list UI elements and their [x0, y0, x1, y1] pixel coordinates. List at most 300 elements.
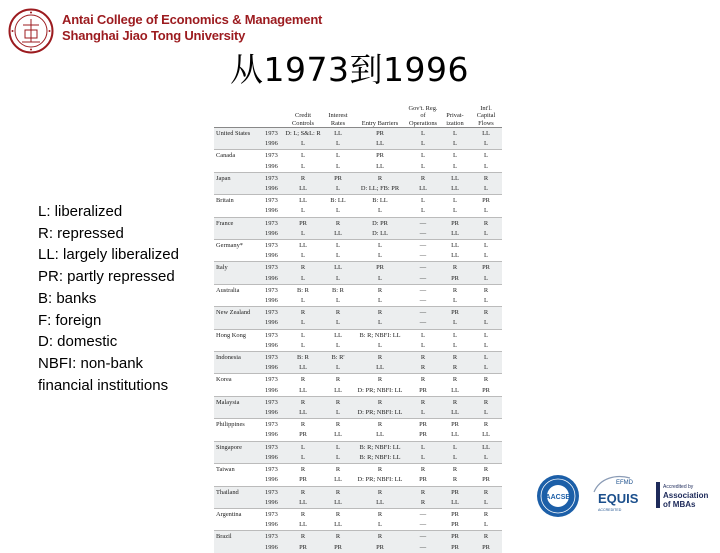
year-cell: 1996	[264, 498, 284, 509]
value-cell: LL	[322, 262, 354, 274]
value-cell: L	[421, 207, 425, 215]
country-cell: Hong Kong	[214, 329, 264, 341]
value-cell: L	[440, 318, 470, 329]
value-cell: L	[484, 521, 488, 529]
year-cell: 1996	[264, 184, 284, 195]
value-cell: L	[378, 207, 382, 215]
legend-item: R: repressed	[38, 224, 124, 242]
value-cell: —	[419, 297, 427, 305]
value-cell: L	[301, 341, 305, 349]
value-cell: R	[354, 352, 406, 364]
value-cell: B: R	[284, 284, 322, 296]
value-cell: LL	[440, 408, 470, 419]
value-cell: LL	[284, 184, 322, 195]
value-cell: PR	[440, 419, 470, 431]
value-cell: LL	[354, 139, 406, 150]
value-cell: L	[322, 408, 354, 419]
country-cell: Singapore	[214, 441, 264, 453]
value-cell: R	[470, 396, 502, 408]
value-cell: PR	[406, 419, 440, 431]
value-cell: B: LL	[354, 195, 406, 207]
table-row	[214, 229, 502, 240]
country-cell: Germany*	[214, 240, 264, 252]
table-row	[214, 508, 502, 520]
amba-line2: Association	[663, 491, 709, 500]
value-cell: R	[470, 486, 502, 498]
value-cell: LL	[440, 240, 470, 252]
value-cell: L	[406, 128, 440, 140]
aacsb-badge	[536, 474, 580, 518]
value-cell: PR	[482, 386, 490, 394]
column-header	[264, 100, 284, 128]
year-cell: 1973	[264, 329, 284, 341]
value-cell: L	[470, 498, 502, 509]
value-cell: L	[453, 162, 457, 170]
year-cell: 1996	[264, 274, 284, 285]
value-cell: R	[354, 307, 406, 319]
value-cell: L	[301, 207, 305, 215]
table-row	[214, 352, 502, 364]
year-cell: 1973	[264, 217, 284, 229]
value-cell: R	[406, 486, 440, 498]
value-cell: R	[452, 476, 458, 484]
value-cell: PR	[354, 150, 406, 162]
value-cell: R	[284, 464, 322, 476]
value-cell: L	[484, 162, 488, 170]
value-cell: D: PR; NBFI: LL	[354, 408, 406, 419]
country-spacer-cell	[214, 386, 264, 397]
value-cell: LL	[334, 431, 342, 439]
country-cell: Australia	[214, 284, 264, 296]
value-cell: PR	[470, 262, 502, 274]
table-row	[214, 408, 502, 419]
value-cell: —	[406, 543, 440, 553]
value-cell: L	[301, 252, 305, 260]
value-cell: R	[284, 419, 322, 431]
table-row	[214, 453, 502, 464]
value-cell: L	[470, 139, 502, 150]
value-cell: LL	[470, 441, 502, 453]
value-cell: R	[322, 531, 354, 543]
value-cell: R	[322, 374, 354, 386]
value-cell: R	[322, 464, 354, 476]
country-cell: Indonesia	[214, 352, 264, 364]
value-cell: R	[440, 374, 470, 386]
country-cell: Brazil	[214, 531, 264, 543]
table-row	[214, 396, 502, 408]
value-cell: D: PR	[354, 217, 406, 229]
column-header	[214, 100, 264, 128]
liberalization-table	[214, 100, 502, 553]
country-spacer-cell	[214, 229, 264, 240]
value-cell: L	[440, 195, 470, 207]
value-cell: PR	[419, 476, 427, 484]
value-cell: L	[470, 184, 502, 195]
value-cell: L	[440, 453, 470, 464]
year-cell: 1973	[264, 464, 284, 476]
value-cell: R	[284, 396, 322, 408]
value-cell: L	[484, 207, 488, 215]
year-cell: 1996	[265, 386, 278, 394]
value-cell: R	[354, 284, 406, 296]
country-spacer-cell	[214, 296, 264, 307]
value-cell: L	[301, 297, 305, 305]
value-cell: R	[440, 284, 470, 296]
value-cell: R	[440, 363, 470, 374]
value-cell: PR	[299, 476, 307, 484]
year-cell: 1996	[264, 543, 284, 553]
value-cell: R	[284, 172, 322, 184]
value-cell: L	[284, 229, 322, 240]
value-cell: PR	[470, 543, 502, 553]
year-cell: 1973	[264, 240, 284, 252]
table-row	[214, 240, 502, 252]
value-cell: L	[440, 329, 470, 341]
value-cell: —	[406, 229, 440, 240]
value-cell: R	[470, 307, 502, 319]
value-cell: LL	[322, 128, 354, 140]
value-cell: L	[406, 453, 440, 464]
value-cell: R	[470, 464, 502, 476]
value-cell: R	[406, 172, 440, 184]
value-cell: LL	[334, 476, 342, 484]
year-cell: 1973	[264, 508, 284, 520]
table-row	[214, 184, 502, 195]
table-row	[214, 464, 502, 476]
value-cell: LL	[284, 363, 322, 374]
table-row	[214, 195, 502, 207]
equis-label: EQUIS	[598, 491, 639, 506]
year-cell: 1996	[265, 252, 278, 260]
value-cell: R	[284, 486, 322, 498]
value-cell: D: PR; NBFI: LL	[357, 386, 403, 394]
table-row	[214, 307, 502, 319]
value-cell: B: R	[322, 284, 354, 296]
table-row	[214, 419, 502, 431]
value-cell: PR	[322, 543, 354, 553]
value-cell: L	[440, 150, 470, 162]
value-cell: R	[322, 307, 354, 319]
value-cell: L	[421, 162, 425, 170]
country-spacer-cell	[214, 543, 264, 553]
value-cell: B: R'	[322, 352, 354, 364]
table-row	[214, 441, 502, 453]
value-cell: L	[470, 352, 502, 364]
country-cell: France	[214, 217, 264, 229]
country-spacer-cell	[214, 318, 264, 329]
value-cell: PR	[322, 172, 354, 184]
value-cell: L	[378, 341, 382, 349]
table-row	[214, 486, 502, 498]
value-cell: —	[406, 307, 440, 319]
column-header: Credit Controls	[284, 100, 322, 128]
value-cell: LL	[284, 240, 322, 252]
equis-top-label: EFMD	[616, 480, 633, 486]
country-cell: Malaysia	[214, 396, 264, 408]
year-cell: 1973	[264, 307, 284, 319]
value-cell: L	[406, 150, 440, 162]
country-cell: Argentina	[214, 508, 264, 520]
country-spacer-cell	[214, 274, 264, 285]
table-row	[214, 206, 502, 217]
table-body	[214, 128, 502, 553]
value-cell: R	[284, 374, 322, 386]
country-cell: Thailand	[214, 486, 264, 498]
legend-list	[38, 201, 208, 396]
value-cell: R	[406, 363, 440, 374]
value-cell: L	[322, 139, 354, 150]
value-cell: LL	[451, 252, 459, 260]
value-cell: PR	[354, 128, 406, 140]
value-cell: L	[378, 297, 382, 305]
value-cell: LL	[440, 172, 470, 184]
table-row	[214, 262, 502, 274]
value-cell: PR	[482, 476, 490, 484]
value-cell: R	[406, 396, 440, 408]
country-spacer-cell	[214, 430, 264, 441]
value-cell: L	[440, 441, 470, 453]
slide-title: 从1973到1996	[230, 50, 469, 89]
aacsb-label: AACSB	[545, 494, 571, 501]
value-cell: PR	[440, 531, 470, 543]
year-cell: 1973	[264, 352, 284, 364]
value-cell: L	[440, 139, 470, 150]
year-cell: 1973	[264, 195, 284, 207]
value-cell: LL	[482, 431, 490, 439]
value-cell: PR	[440, 307, 470, 319]
value-cell: R	[440, 352, 470, 364]
country-spacer-cell	[214, 520, 264, 531]
value-cell: R	[322, 419, 354, 431]
value-cell: LL	[334, 521, 342, 529]
value-cell: L	[470, 329, 502, 341]
value-cell: L	[470, 453, 502, 464]
value-cell: D: LL; FB: PR	[354, 184, 406, 195]
table-row	[214, 128, 502, 140]
liberalization-table-panel	[214, 100, 502, 551]
value-cell: L	[354, 240, 406, 252]
value-cell: L	[284, 274, 322, 285]
value-cell: PR	[419, 386, 427, 394]
value-cell: R	[354, 531, 406, 543]
table-row	[214, 475, 502, 486]
amba-line1: Accredited by	[663, 484, 694, 490]
table-row	[214, 162, 502, 173]
value-cell: L	[378, 521, 382, 529]
value-cell: L	[284, 150, 322, 162]
country-spacer-cell	[214, 363, 264, 374]
value-cell: L	[470, 318, 502, 329]
value-cell: L	[322, 441, 354, 453]
value-cell: R	[354, 396, 406, 408]
value-cell: R	[440, 262, 470, 274]
value-cell: D: PR; NBFI: LL	[357, 476, 403, 484]
value-cell: R	[470, 531, 502, 543]
country-cell: United States	[214, 128, 264, 140]
value-cell: —	[406, 240, 440, 252]
value-cell: L	[453, 297, 457, 305]
value-cell: PR	[440, 217, 470, 229]
value-cell: L	[322, 274, 354, 285]
table-row	[214, 386, 502, 397]
amba-line3: of MBAs	[663, 500, 696, 509]
legend-item: LL: largely liberalized	[38, 246, 179, 264]
value-cell: R	[354, 374, 406, 386]
value-cell: —	[406, 531, 440, 543]
value-cell: PR	[440, 486, 470, 498]
column-header: Entry Barriers	[354, 100, 406, 128]
value-cell: L	[406, 408, 440, 419]
value-cell: —	[419, 252, 427, 260]
value-cell: LL	[284, 498, 322, 509]
value-cell: L	[284, 139, 322, 150]
value-cell: R	[354, 486, 406, 498]
table-row	[214, 531, 502, 543]
year-cell: 1996	[265, 207, 278, 215]
value-cell: LL	[451, 386, 459, 394]
legend-item: NBFI: non-bank	[38, 354, 144, 372]
table-row	[214, 430, 502, 441]
value-cell: B: LL	[322, 195, 354, 207]
value-cell: PR	[440, 543, 470, 553]
value-cell: L	[470, 240, 502, 252]
value-cell: L	[322, 184, 354, 195]
value-cell: LL	[354, 363, 406, 374]
year-cell: 1973	[264, 262, 284, 274]
value-cell: —	[406, 217, 440, 229]
value-cell: L	[406, 139, 440, 150]
value-cell: —	[406, 284, 440, 296]
value-cell: LL	[284, 408, 322, 419]
country-cell: Korea	[214, 374, 264, 386]
value-cell: L	[484, 341, 488, 349]
table-row	[214, 172, 502, 184]
table-row	[214, 139, 502, 150]
value-cell: L	[284, 318, 322, 329]
column-header: Interest Rates	[322, 100, 354, 128]
value-cell: PR	[440, 274, 470, 285]
value-cell: L	[453, 207, 457, 215]
country-spacer-cell	[214, 341, 264, 352]
value-cell: PR	[440, 508, 470, 520]
value-cell: L	[336, 297, 340, 305]
table-row	[214, 150, 502, 162]
column-header: Privat-ization	[440, 100, 470, 128]
value-cell: L	[322, 363, 354, 374]
value-cell: L	[322, 240, 354, 252]
legend-item: D: domestic	[38, 333, 118, 351]
value-cell: L	[322, 318, 354, 329]
value-cell: R	[354, 464, 406, 476]
value-cell: LL	[376, 431, 384, 439]
country-spacer-cell	[214, 498, 264, 509]
table-row	[214, 274, 502, 285]
value-cell: L	[453, 341, 457, 349]
value-cell: PR	[451, 521, 459, 529]
college-name-line1: Antai College of Economics & Management	[62, 12, 323, 27]
year-cell: 1973	[264, 284, 284, 296]
year-cell: 1996	[264, 363, 284, 374]
value-cell: L	[421, 341, 425, 349]
year-cell: 1996	[265, 297, 278, 305]
value-cell: L	[336, 162, 340, 170]
value-cell: R	[406, 498, 440, 509]
value-cell: L	[336, 252, 340, 260]
value-cell: L	[440, 128, 470, 140]
country-cell: Philippines	[214, 419, 264, 431]
value-cell: L	[284, 329, 322, 341]
table-row	[214, 374, 502, 386]
value-cell: L	[301, 162, 305, 170]
value-cell: PR	[419, 431, 427, 439]
country-spacer-cell	[214, 251, 264, 262]
value-cell: R	[284, 262, 322, 274]
value-cell: —	[406, 318, 440, 329]
value-cell: R	[322, 508, 354, 520]
value-cell: R	[406, 352, 440, 364]
value-cell: D: L; S&L: R	[284, 128, 322, 140]
value-cell: L	[470, 150, 502, 162]
value-cell: PR	[284, 543, 322, 553]
value-cell: R	[322, 396, 354, 408]
value-cell: R	[470, 172, 502, 184]
value-cell: LL	[322, 329, 354, 341]
table-row	[214, 318, 502, 329]
value-cell: L	[284, 441, 322, 453]
value-cell: LL	[440, 229, 470, 240]
value-cell: LL	[334, 386, 342, 394]
value-cell: R	[284, 531, 322, 543]
value-cell: R	[354, 419, 406, 431]
value-cell: B: R; NBFI: LL	[354, 329, 406, 341]
country-cell: New Zealand	[214, 307, 264, 319]
value-cell: L	[354, 274, 406, 285]
table-row	[214, 363, 502, 374]
value-cell: D: LL	[354, 229, 406, 240]
value-cell: PR	[354, 543, 406, 553]
table-row	[214, 284, 502, 296]
value-cell: R	[470, 284, 502, 296]
year-cell: 1973	[264, 486, 284, 498]
year-cell: 1996	[265, 431, 278, 439]
value-cell: R	[440, 464, 470, 476]
country-cell: Canada	[214, 150, 264, 162]
table-header-row	[214, 100, 502, 128]
value-cell: LL	[284, 195, 322, 207]
value-cell: LL	[322, 498, 354, 509]
legend-item: L: liberalized	[38, 203, 123, 220]
value-cell: L	[470, 363, 502, 374]
value-cell: R	[284, 508, 322, 520]
value-cell: R	[354, 508, 406, 520]
value-cell: R	[322, 217, 354, 229]
value-cell: R	[440, 396, 470, 408]
value-cell: L	[336, 207, 340, 215]
table-row	[214, 251, 502, 262]
country-spacer-cell	[214, 475, 264, 486]
year-cell: 1996	[265, 521, 278, 529]
column-header: Gov't. Reg. of Operations	[406, 100, 440, 128]
value-cell: L	[354, 318, 406, 329]
value-cell: —	[406, 262, 440, 274]
value-cell: R	[470, 419, 502, 431]
year-cell: 1973	[264, 128, 284, 140]
value-cell: PR	[299, 431, 307, 439]
sjtu-logo	[8, 8, 54, 54]
table-row	[214, 520, 502, 531]
year-cell: 1973	[264, 531, 284, 543]
table-row	[214, 329, 502, 341]
